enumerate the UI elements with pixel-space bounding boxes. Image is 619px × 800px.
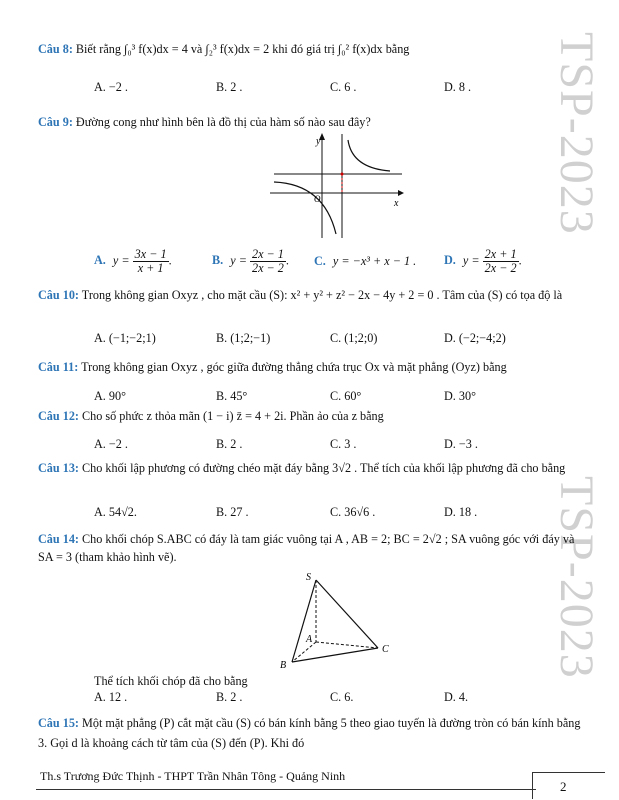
question-10: [38, 286, 585, 304]
q12-option-d[interactable]: D. −3 .: [444, 437, 478, 451]
q9-option-a[interactable]: A. y = $\frac{3x - 1}{x + 1}$ .: [94, 247, 172, 275]
q8-option-b[interactable]: B. 2 .: [216, 80, 243, 94]
question-label: Câu 8:: [38, 42, 73, 56]
q10-option-d[interactable]: D. (−2;−4;2): [444, 331, 506, 345]
footer-divider: [36, 789, 536, 790]
q8-option-d[interactable]: D. 8 .: [444, 80, 472, 94]
question-12: [38, 407, 585, 425]
question-label: Câu 10:: [38, 288, 79, 302]
q10-option-c[interactable]: C. (1;2;0): [330, 331, 378, 345]
q10-option-b[interactable]: B. (1;2;−1): [216, 331, 271, 345]
q13-option-b[interactable]: B. 27 .: [216, 505, 249, 519]
question-13: [38, 459, 585, 477]
q10-option-a[interactable]: A. (−1;−2;1): [94, 331, 156, 345]
question-label: Câu 12:: [38, 409, 79, 423]
page-number: 2: [560, 779, 567, 794]
q14-question: Thể tích khối chóp đã cho bằng: [94, 674, 248, 688]
q13-option-d[interactable]: D. 18 .: [444, 505, 478, 519]
watermark-bottom: TSP-2023: [550, 476, 603, 679]
q9-option-c[interactable]: C. y = −x³ + x − 1 .: [314, 254, 417, 268]
watermark-top: TSP-2023: [550, 32, 603, 235]
q13-option-a[interactable]: A. 54√2.: [94, 505, 137, 519]
q11-option-c[interactable]: C. 60°: [330, 389, 362, 403]
q14-option-c[interactable]: C. 6.: [330, 690, 354, 704]
vertex-s-label: S: [306, 572, 311, 583]
question-text: Cho khối lập phương có đường chéo mặt đáy bằng 3√2 . Thể tích của khối lập phương đã cho bằng: [82, 461, 566, 475]
pyramid-figure: [276, 572, 396, 672]
question-text: Cho số phức z thỏa mãn (1 − i) z̄ = 4 + 2i. Phần ảo của z bằng: [82, 409, 384, 423]
q14-option-a[interactable]: A. 12 .: [94, 690, 128, 704]
q11-option-b[interactable]: B. 45°: [216, 389, 248, 403]
q8-option-a[interactable]: A. −2 .: [94, 80, 128, 94]
q12-option-a[interactable]: A. −2 .: [94, 437, 128, 451]
question-text: Cho khối chóp S.ABC có đáy là tam giác vuông tại A , AB = 2; BC = 2√2 ; SA vuông góc với đáy và SA = 3 (tham khảo hình vẽ).: [38, 532, 575, 564]
origin-label: O: [314, 194, 321, 204]
question-14: [38, 530, 585, 566]
hyperbola-graph: [270, 130, 410, 238]
question-label: Câu 15:: [38, 716, 79, 730]
question-9: [38, 113, 585, 131]
question-text: Đường cong như hình bên là đồ thị của hàm số nào sau đây?: [75, 115, 371, 129]
q9-option-d[interactable]: D. y = $\frac{2x + 1}{2x - 2}$ .: [444, 247, 522, 275]
question-label: Câu 13:: [38, 461, 79, 475]
question-label: Câu 14:: [38, 532, 79, 546]
q12-option-c[interactable]: C. 3 .: [330, 437, 357, 451]
question-text: Một mặt phẳng (P) cắt mặt cầu (S) có bán kính bằng 5 theo giao tuyến là đường tròn có bán kính bằng 3. Gọi d là khoảng cách từ tâm của (S) đến (P). Khi đó: [38, 716, 581, 750]
footer-author: Th.s Trương Đức Thịnh - THPT Trần Nhân Tông - Quảng Ninh: [40, 769, 346, 783]
question-text: Trong không gian Oxyz , cho mặt cầu (S): x² + y² + z² − 2x − 4y + 2 = 0 . Tâm của (S) có tọa độ là: [81, 288, 563, 302]
q9-option-b[interactable]: B. y = $\frac{2x - 1}{2x - 2}$ .: [212, 247, 289, 275]
vertex-b-label: B: [280, 660, 287, 671]
question-label: Câu 11:: [38, 360, 79, 374]
page-number-box: [532, 772, 605, 799]
question-15: [38, 713, 585, 753]
question-text: Biết rằng ∫₀³ f(x)dx = 4 và ∫₂³ f(x)dx = 2 khi đó giá trị ∫₀² f(x)dx bằng: [75, 42, 410, 56]
q11-option-a[interactable]: A. 90°: [94, 389, 126, 403]
question-text: Trong không gian Oxyz , góc giữa đường thẳng chứa trục Ox và mặt phẳng (Oyz) bằng: [81, 360, 507, 374]
question-8: [38, 40, 585, 58]
x-axis-label: x: [394, 198, 399, 209]
question-11: [38, 358, 585, 376]
q12-option-b[interactable]: B. 2 .: [216, 437, 243, 451]
q14-option-d[interactable]: D. 4.: [444, 690, 469, 704]
q8-option-c[interactable]: C. 6 .: [330, 80, 357, 94]
q13-option-c[interactable]: C. 36√6 .: [330, 505, 376, 519]
vertex-c-label: C: [382, 644, 389, 655]
q14-option-b[interactable]: B. 2 .: [216, 690, 243, 704]
vertex-a-label: A: [306, 634, 313, 645]
q11-option-d[interactable]: D. 30°: [444, 389, 476, 403]
y-axis-label: y: [316, 136, 321, 147]
question-label: Câu 9:: [38, 115, 73, 129]
